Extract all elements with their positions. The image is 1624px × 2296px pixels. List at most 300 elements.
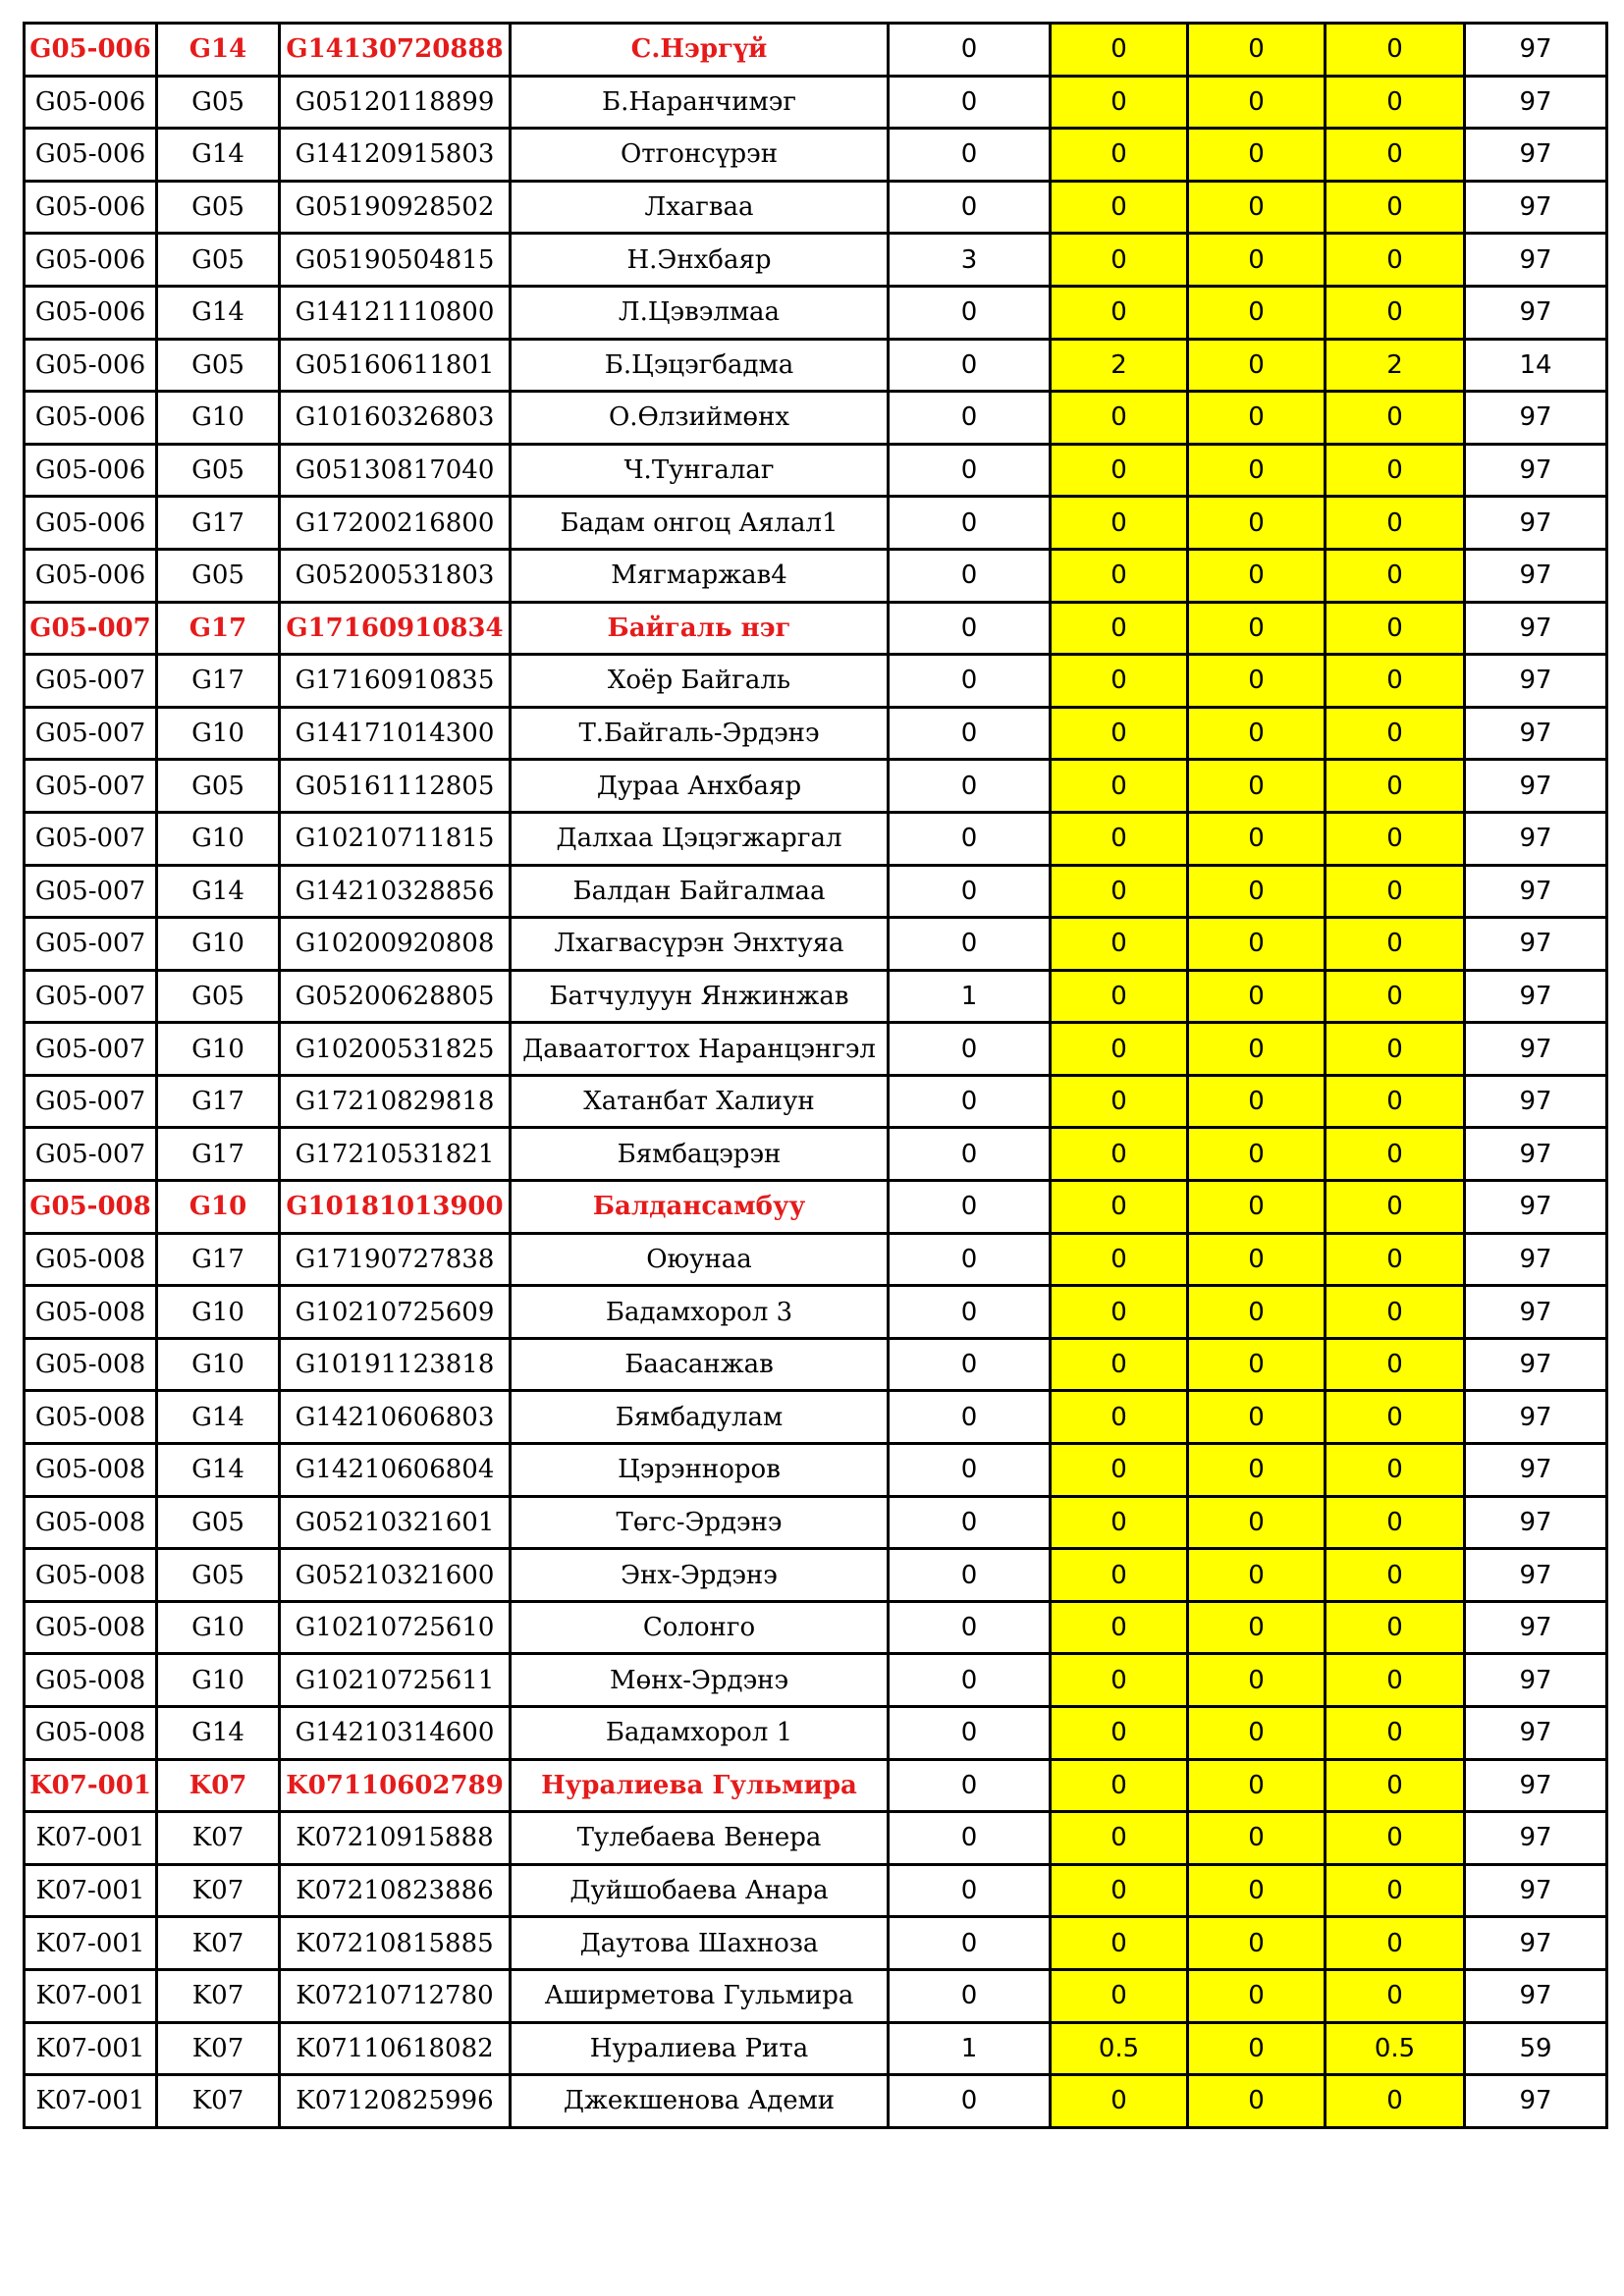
count-cell: 0 <box>889 1654 1051 1707</box>
member-name-cell: Даваатогтох Наранцэнгэл <box>511 1023 889 1076</box>
score-cell: 97 <box>1465 1444 1607 1497</box>
count-cell: 0 <box>889 76 1051 129</box>
table-row <box>25 392 1607 445</box>
member-name-cell: О.Өлзиймөнх <box>511 392 889 445</box>
team-leader-row <box>25 1759 1607 1812</box>
highlighted-value-cell: 0 <box>1051 602 1188 655</box>
highlighted-value-cell: 0 <box>1326 1286 1465 1339</box>
highlighted-value-cell: 0 <box>1326 1654 1465 1707</box>
team-code-cell: G05-008 <box>25 1549 157 1602</box>
count-cell: 0 <box>889 918 1051 971</box>
highlighted-value-cell: 0 <box>1051 1601 1188 1654</box>
group-code-cell: G10 <box>157 392 280 445</box>
highlighted-value-cell: 0 <box>1051 1812 1188 1865</box>
score-cell: 97 <box>1465 918 1607 971</box>
score-cell: 59 <box>1465 2022 1607 2075</box>
member-id-cell: G10191123818 <box>280 1338 511 1391</box>
member-id-cell: G17210531821 <box>280 1128 511 1181</box>
team-code-cell: G05-008 <box>25 1233 157 1286</box>
highlighted-value-cell: 0 <box>1326 602 1465 655</box>
score-cell: 97 <box>1465 1338 1607 1391</box>
highlighted-value-cell: 0 <box>1051 181 1188 234</box>
score-cell: 97 <box>1465 970 1607 1023</box>
team-code-cell: K07-001 <box>25 1759 157 1812</box>
highlighted-value-cell: 0 <box>1188 1549 1326 1602</box>
member-name-cell: Далхаа Цэцэгжаргал <box>511 812 889 865</box>
highlighted-value-cell: 0 <box>1051 1864 1188 1917</box>
member-id-cell: G14121110800 <box>280 286 511 339</box>
highlighted-value-cell: 0 <box>1188 1601 1326 1654</box>
score-cell: 97 <box>1465 1075 1607 1128</box>
highlighted-value-cell: 0 <box>1188 655 1326 708</box>
highlighted-value-cell: 0 <box>1188 1444 1326 1497</box>
table-row <box>25 2075 1607 2128</box>
highlighted-value-cell: 0 <box>1188 970 1326 1023</box>
highlighted-value-cell: 0 <box>1326 1707 1465 1760</box>
table-row <box>25 760 1607 813</box>
count-cell: 0 <box>889 24 1051 77</box>
group-code-cell: G14 <box>157 129 280 182</box>
count-cell: 0 <box>889 602 1051 655</box>
highlighted-value-cell: 0 <box>1188 918 1326 971</box>
group-code-cell: K07 <box>157 1864 280 1917</box>
table-row <box>25 234 1607 287</box>
team-code-cell: G05-006 <box>25 497 157 550</box>
team-code-cell: G05-008 <box>25 1391 157 1444</box>
highlighted-value-cell: 0 <box>1326 549 1465 602</box>
table-row <box>25 444 1607 497</box>
score-cell: 97 <box>1465 234 1607 287</box>
highlighted-value-cell: 0 <box>1326 1233 1465 1286</box>
member-name-cell: Нуралиева Гульмира <box>511 1759 889 1812</box>
team-code-cell: G05-008 <box>25 1496 157 1549</box>
highlighted-value-cell: 0 <box>1326 812 1465 865</box>
member-name-cell: Цэрэнноров <box>511 1444 889 1497</box>
group-code-cell: G05 <box>157 1549 280 1602</box>
count-cell: 3 <box>889 234 1051 287</box>
count-cell: 0 <box>889 286 1051 339</box>
highlighted-value-cell: 0 <box>1051 865 1188 918</box>
score-cell: 97 <box>1465 1391 1607 1444</box>
highlighted-value-cell: 0 <box>1188 2075 1326 2128</box>
table-row <box>25 2022 1607 2075</box>
member-id-cell: G14130720888 <box>280 24 511 77</box>
count-cell: 0 <box>889 812 1051 865</box>
highlighted-value-cell: 0 <box>1326 1601 1465 1654</box>
count-cell: 0 <box>889 444 1051 497</box>
score-cell: 97 <box>1465 1917 1607 1970</box>
member-id-cell: G14171014300 <box>280 707 511 760</box>
highlighted-value-cell: 0 <box>1051 497 1188 550</box>
score-cell: 97 <box>1465 865 1607 918</box>
score-cell: 97 <box>1465 1864 1607 1917</box>
team-code-cell: G05-007 <box>25 602 157 655</box>
highlighted-value-cell: 0 <box>1326 1181 1465 1234</box>
group-code-cell: G10 <box>157 1338 280 1391</box>
highlighted-value-cell: 0 <box>1326 655 1465 708</box>
count-cell: 0 <box>889 707 1051 760</box>
team-code-cell: G05-008 <box>25 1286 157 1339</box>
highlighted-value-cell: 0 <box>1188 497 1326 550</box>
highlighted-value-cell: 0 <box>1188 444 1326 497</box>
count-cell: 0 <box>889 1496 1051 1549</box>
member-id-cell: G17160910835 <box>280 655 511 708</box>
highlighted-value-cell: 0 <box>1188 1759 1326 1812</box>
highlighted-value-cell: 0 <box>1051 549 1188 602</box>
member-id-cell: K07110618082 <box>280 2022 511 2075</box>
highlighted-value-cell: 0 <box>1326 1128 1465 1181</box>
table-row <box>25 1444 1607 1497</box>
member-name-cell: Ч.Тунгалаг <box>511 444 889 497</box>
group-code-cell: G17 <box>157 602 280 655</box>
group-code-cell: G10 <box>157 1286 280 1339</box>
member-id-cell: G05160611801 <box>280 339 511 392</box>
highlighted-value-cell: 0 <box>1326 181 1465 234</box>
highlighted-value-cell: 0 <box>1326 2075 1465 2128</box>
highlighted-value-cell: 0 <box>1326 1023 1465 1076</box>
group-code-cell: G14 <box>157 865 280 918</box>
team-code-cell: G05-006 <box>25 286 157 339</box>
score-cell: 97 <box>1465 655 1607 708</box>
member-name-cell: Бямбацэрэн <box>511 1128 889 1181</box>
member-id-cell: G05130817040 <box>280 444 511 497</box>
team-leader-row <box>25 24 1607 77</box>
highlighted-value-cell: 0 <box>1188 549 1326 602</box>
count-cell: 0 <box>889 655 1051 708</box>
group-code-cell: G14 <box>157 24 280 77</box>
highlighted-value-cell: 0 <box>1051 1496 1188 1549</box>
group-code-cell: K07 <box>157 1969 280 2022</box>
highlighted-value-cell: 0 <box>1188 760 1326 813</box>
count-cell: 0 <box>889 549 1051 602</box>
highlighted-value-cell: 0 <box>1326 1549 1465 1602</box>
count-cell: 0 <box>889 1233 1051 1286</box>
highlighted-value-cell: 0 <box>1051 2075 1188 2128</box>
member-id-cell: G17210829818 <box>280 1075 511 1128</box>
group-code-cell: G05 <box>157 234 280 287</box>
group-code-cell: G05 <box>157 444 280 497</box>
highlighted-value-cell: 0 <box>1051 1286 1188 1339</box>
team-code-cell: K07-001 <box>25 2075 157 2128</box>
group-code-cell: G17 <box>157 497 280 550</box>
group-code-cell: G10 <box>157 1181 280 1234</box>
score-cell: 97 <box>1465 1023 1607 1076</box>
member-id-cell: K07210915888 <box>280 1812 511 1865</box>
table-row <box>25 1864 1607 1917</box>
member-name-cell: Балдан Байгалмаа <box>511 865 889 918</box>
member-name-cell: Лхагвасүрэн Энхтуяа <box>511 918 889 971</box>
count-cell: 0 <box>889 1391 1051 1444</box>
highlighted-value-cell: 2 <box>1051 339 1188 392</box>
member-id-cell: G10210725611 <box>280 1654 511 1707</box>
highlighted-value-cell: 0 <box>1188 76 1326 129</box>
team-code-cell: K07-001 <box>25 1969 157 2022</box>
group-code-cell: G10 <box>157 1023 280 1076</box>
score-cell: 97 <box>1465 1812 1607 1865</box>
team-code-cell: G05-008 <box>25 1601 157 1654</box>
team-code-cell: G05-006 <box>25 234 157 287</box>
highlighted-value-cell: 0 <box>1326 1812 1465 1865</box>
highlighted-value-cell: 0 <box>1188 1707 1326 1760</box>
group-code-cell: K07 <box>157 1917 280 1970</box>
group-code-cell: G14 <box>157 1707 280 1760</box>
highlighted-value-cell: 0 <box>1326 1759 1465 1812</box>
team-code-cell: G05-006 <box>25 24 157 77</box>
member-name-cell: Батчулуун Янжинжав <box>511 970 889 1023</box>
table-row <box>25 1286 1607 1339</box>
highlighted-value-cell: 0 <box>1051 1917 1188 1970</box>
score-cell: 97 <box>1465 286 1607 339</box>
member-id-cell: G14210314600 <box>280 1707 511 1760</box>
member-name-cell: Лхагваа <box>511 181 889 234</box>
member-name-cell: Хоёр Байгаль <box>511 655 889 708</box>
highlighted-value-cell: 0 <box>1051 286 1188 339</box>
group-code-cell: G14 <box>157 286 280 339</box>
highlighted-value-cell: 0 <box>1188 286 1326 339</box>
score-cell: 97 <box>1465 1759 1607 1812</box>
member-id-cell: K07120825996 <box>280 2075 511 2128</box>
group-code-cell: G14 <box>157 1444 280 1497</box>
member-id-cell: G10210725610 <box>280 1601 511 1654</box>
member-name-cell: Т.Байгаль-Эрдэнэ <box>511 707 889 760</box>
table-row <box>25 707 1607 760</box>
member-id-cell: G17160910834 <box>280 602 511 655</box>
table-row <box>25 1601 1607 1654</box>
count-cell: 1 <box>889 2022 1051 2075</box>
table-row <box>25 1391 1607 1444</box>
highlighted-value-cell: 0 <box>1326 444 1465 497</box>
team-code-cell: K07-001 <box>25 1812 157 1865</box>
team-code-cell: G05-007 <box>25 918 157 971</box>
member-name-cell: Нуралиева Рита <box>511 2022 889 2075</box>
member-name-cell: Дуйшобаева Анара <box>511 1864 889 1917</box>
table-row <box>25 286 1607 339</box>
highlighted-value-cell: 0 <box>1326 1864 1465 1917</box>
team-code-cell: G05-006 <box>25 549 157 602</box>
score-cell: 97 <box>1465 181 1607 234</box>
highlighted-value-cell: 0 <box>1188 24 1326 77</box>
group-code-cell: G17 <box>157 1233 280 1286</box>
table-row <box>25 1549 1607 1602</box>
table-row <box>25 1917 1607 1970</box>
team-code-cell: G05-008 <box>25 1707 157 1760</box>
group-code-cell: G05 <box>157 181 280 234</box>
member-id-cell: K07210823886 <box>280 1864 511 1917</box>
team-code-cell: G05-007 <box>25 1023 157 1076</box>
group-code-cell: K07 <box>157 1759 280 1812</box>
score-cell: 97 <box>1465 1181 1607 1234</box>
team-code-cell: G05-006 <box>25 392 157 445</box>
highlighted-value-cell: 0 <box>1051 760 1188 813</box>
highlighted-value-cell: 0 <box>1051 1075 1188 1128</box>
score-cell: 97 <box>1465 24 1607 77</box>
group-code-cell: G05 <box>157 549 280 602</box>
score-cell: 97 <box>1465 76 1607 129</box>
score-cell: 97 <box>1465 1549 1607 1602</box>
highlighted-value-cell: 0 <box>1051 1233 1188 1286</box>
highlighted-value-cell: 0 <box>1326 286 1465 339</box>
group-code-cell: G05 <box>157 76 280 129</box>
table-row <box>25 1075 1607 1128</box>
member-id-cell: G05200531803 <box>280 549 511 602</box>
score-cell: 97 <box>1465 129 1607 182</box>
group-code-cell: G05 <box>157 760 280 813</box>
member-id-cell: G05190928502 <box>280 181 511 234</box>
table-row <box>25 1969 1607 2022</box>
member-id-cell: K07110602789 <box>280 1759 511 1812</box>
team-code-cell: G05-006 <box>25 444 157 497</box>
score-cell: 97 <box>1465 1601 1607 1654</box>
highlighted-value-cell: 0 <box>1051 444 1188 497</box>
count-cell: 0 <box>889 1864 1051 1917</box>
member-name-cell: Бадамхорол 3 <box>511 1286 889 1339</box>
highlighted-value-cell: 0 <box>1051 392 1188 445</box>
highlighted-value-cell: 0 <box>1051 707 1188 760</box>
table-row <box>25 1128 1607 1181</box>
highlighted-value-cell: 0 <box>1051 1391 1188 1444</box>
score-cell: 97 <box>1465 1286 1607 1339</box>
member-name-cell: Балдансамбуу <box>511 1181 889 1234</box>
score-cell: 97 <box>1465 1233 1607 1286</box>
highlighted-value-cell: 0 <box>1326 970 1465 1023</box>
group-code-cell: G10 <box>157 1654 280 1707</box>
highlighted-value-cell: 0 <box>1326 129 1465 182</box>
member-name-cell: Энх-Эрдэнэ <box>511 1549 889 1602</box>
count-cell: 0 <box>889 1181 1051 1234</box>
highlighted-value-cell: 0 <box>1326 1338 1465 1391</box>
highlighted-value-cell: 0 <box>1326 865 1465 918</box>
results-table <box>23 22 1608 2129</box>
highlighted-value-cell: 0 <box>1051 812 1188 865</box>
count-cell: 0 <box>889 392 1051 445</box>
group-code-cell: G10 <box>157 707 280 760</box>
highlighted-value-cell: 0 <box>1051 76 1188 129</box>
team-code-cell: G05-007 <box>25 707 157 760</box>
highlighted-value-cell: 0 <box>1326 76 1465 129</box>
count-cell: 0 <box>889 1601 1051 1654</box>
table-row <box>25 865 1607 918</box>
group-code-cell: G05 <box>157 970 280 1023</box>
member-id-cell: K07210712780 <box>280 1969 511 2022</box>
score-cell: 97 <box>1465 497 1607 550</box>
table-row <box>25 655 1607 708</box>
highlighted-value-cell: 0 <box>1051 1338 1188 1391</box>
highlighted-value-cell: 0 <box>1051 1654 1188 1707</box>
highlighted-value-cell: 0 <box>1188 1391 1326 1444</box>
highlighted-value-cell: 0 <box>1326 1496 1465 1549</box>
highlighted-value-cell: 0 <box>1051 1023 1188 1076</box>
member-name-cell: Мөнх-Эрдэнэ <box>511 1654 889 1707</box>
member-name-cell: С.Нэргүй <box>511 24 889 77</box>
member-id-cell: K07210815885 <box>280 1917 511 1970</box>
highlighted-value-cell: 0 <box>1326 497 1465 550</box>
count-cell: 0 <box>889 339 1051 392</box>
count-cell: 0 <box>889 865 1051 918</box>
group-code-cell: G05 <box>157 1496 280 1549</box>
highlighted-value-cell: 0 <box>1326 760 1465 813</box>
member-name-cell: Баасанжав <box>511 1338 889 1391</box>
team-code-cell: G05-008 <box>25 1181 157 1234</box>
table-row <box>25 129 1607 182</box>
highlighted-value-cell: 0 <box>1188 1338 1326 1391</box>
count-cell: 0 <box>889 1286 1051 1339</box>
team-code-cell: G05-007 <box>25 970 157 1023</box>
highlighted-value-cell: 0 <box>1188 392 1326 445</box>
table-row <box>25 812 1607 865</box>
table-row <box>25 1233 1607 1286</box>
member-id-cell: G14210328856 <box>280 865 511 918</box>
member-id-cell: G14210606803 <box>280 1391 511 1444</box>
score-cell: 97 <box>1465 549 1607 602</box>
highlighted-value-cell: 0 <box>1326 1917 1465 1970</box>
member-name-cell: Бямбадулам <box>511 1391 889 1444</box>
member-name-cell: Солонго <box>511 1601 889 1654</box>
group-code-cell: G14 <box>157 1391 280 1444</box>
member-id-cell: G05200628805 <box>280 970 511 1023</box>
count-cell: 0 <box>889 2075 1051 2128</box>
group-code-cell: G10 <box>157 918 280 971</box>
group-code-cell: K07 <box>157 2075 280 2128</box>
member-id-cell: G10181013900 <box>280 1181 511 1234</box>
table-row <box>25 1812 1607 1865</box>
member-id-cell: G05161112805 <box>280 760 511 813</box>
table-row <box>25 549 1607 602</box>
highlighted-value-cell: 0 <box>1051 234 1188 287</box>
group-code-cell: K07 <box>157 1812 280 1865</box>
score-cell: 97 <box>1465 2075 1607 2128</box>
member-name-cell: Байгаль нэг <box>511 602 889 655</box>
member-name-cell: Мягмаржав4 <box>511 549 889 602</box>
highlighted-value-cell: 0 <box>1326 1969 1465 2022</box>
member-id-cell: G10200531825 <box>280 1023 511 1076</box>
highlighted-value-cell: 0 <box>1188 1864 1326 1917</box>
highlighted-value-cell: 0 <box>1051 1707 1188 1760</box>
member-name-cell: Джекшенова Адеми <box>511 2075 889 2128</box>
highlighted-value-cell: 0 <box>1188 707 1326 760</box>
highlighted-value-cell: 0 <box>1326 392 1465 445</box>
count-cell: 0 <box>889 1075 1051 1128</box>
member-id-cell: G05190504815 <box>280 234 511 287</box>
highlighted-value-cell: 0 <box>1188 812 1326 865</box>
count-cell: 0 <box>889 760 1051 813</box>
score-cell: 97 <box>1465 1128 1607 1181</box>
member-id-cell: G14210606804 <box>280 1444 511 1497</box>
member-id-cell: G17190727838 <box>280 1233 511 1286</box>
member-name-cell: Тулебаева Венера <box>511 1812 889 1865</box>
highlighted-value-cell: 0 <box>1188 2022 1326 2075</box>
team-code-cell: G05-006 <box>25 76 157 129</box>
table-row <box>25 1654 1607 1707</box>
score-cell: 97 <box>1465 760 1607 813</box>
team-code-cell: G05-007 <box>25 865 157 918</box>
group-code-cell: G17 <box>157 1075 280 1128</box>
highlighted-value-cell: 0 <box>1188 1969 1326 2022</box>
score-cell: 97 <box>1465 602 1607 655</box>
team-code-cell: G05-006 <box>25 129 157 182</box>
member-name-cell: Оюунаа <box>511 1233 889 1286</box>
highlighted-value-cell: 0.5 <box>1326 2022 1465 2075</box>
highlighted-value-cell: 0 <box>1188 865 1326 918</box>
highlighted-value-cell: 0 <box>1188 234 1326 287</box>
team-code-cell: K07-001 <box>25 2022 157 2075</box>
team-leader-row <box>25 1181 1607 1234</box>
member-name-cell: Л.Цэвэлмаа <box>511 286 889 339</box>
highlighted-value-cell: 0 <box>1188 181 1326 234</box>
highlighted-value-cell: 0 <box>1051 918 1188 971</box>
member-name-cell: Н.Энхбаяр <box>511 234 889 287</box>
group-code-cell: G10 <box>157 1601 280 1654</box>
member-id-cell: G05120118899 <box>280 76 511 129</box>
